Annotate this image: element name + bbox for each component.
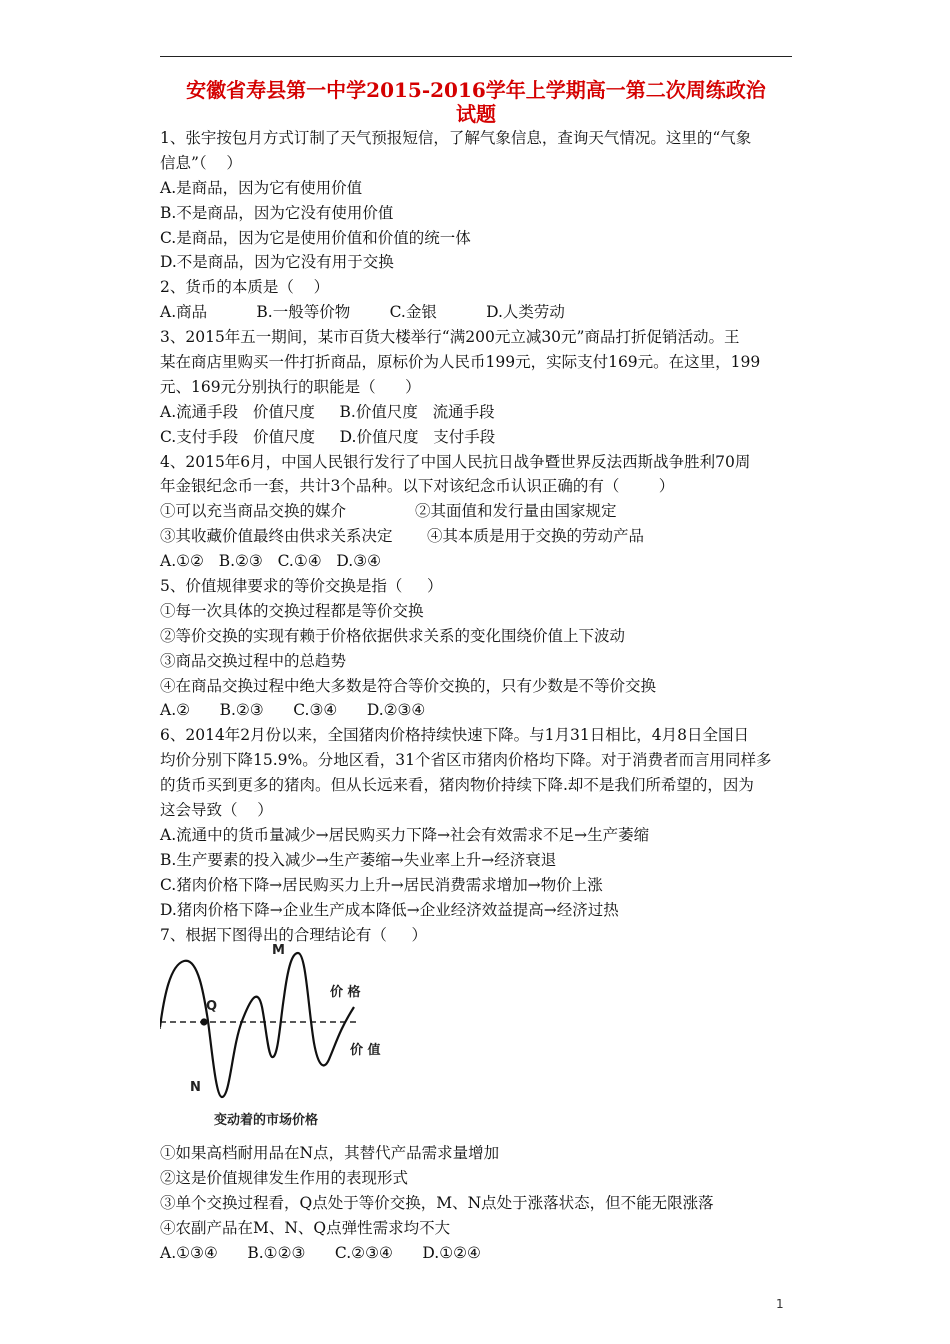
text-line: ①如果高档耐用品在N点，其替代产品需求量增加	[160, 1144, 500, 1163]
text-line: 信息”（ ）	[160, 153, 242, 172]
text-line: 元、169元分别执行的职能是（ ）	[160, 377, 421, 396]
price-curve-label: 价 格	[330, 985, 361, 1001]
text-line: 7、根据下图得出的合理结论有（ ）	[160, 925, 427, 944]
page-title-line-2: 试题	[456, 102, 496, 126]
point-q-marker	[200, 1019, 207, 1026]
text-line: A.② B.②③ C.③④ D.②③④	[160, 701, 426, 720]
text-line: 3、2015年五一期间，某市百货大楼举行“满200元立减30元”商品打折促销活动。王	[160, 328, 740, 347]
questions-1-to-7	[160, 126, 792, 947]
text-line: ①每一次具体的交换过程都是等价交换	[160, 601, 424, 620]
text-line: B.生产要素的投入减少→生产萎缩→失业率上升→经济衰退	[160, 850, 557, 869]
text-line: ③其收藏价值最终由供求关系决定 ④其本质是用于交换的劳动产品	[160, 527, 644, 546]
text-line: 4、2015年6月，中国人民银行发行了中国人民抗日战争暨世界反法西斯战争胜利70周	[160, 452, 751, 471]
text-line: C.猪肉价格下降→居民购买力上升→居民消费需求增加→物价上涨	[160, 875, 603, 894]
question-content	[160, 126, 792, 1266]
point-n-label: N	[190, 1080, 201, 1096]
top-rule	[160, 56, 792, 57]
page-title-line-1: 安徽省寿县第一中学2015-2016学年上学期高一第二次周练政治	[186, 78, 766, 102]
question-7-options	[160, 1141, 792, 1265]
text-line: 均价分别下降15.9%。分地区看，31个省区市猪肉价格均下降。对于消费者而言用同样多	[160, 751, 772, 770]
market-price-figure	[160, 943, 792, 1141]
text-line: B.不是商品，因为它没有使用价值	[160, 203, 394, 222]
point-q-label: Q	[206, 999, 218, 1015]
text-line: A.流通手段 价值尺度 B.价值尺度 流通手段	[160, 402, 495, 421]
page-number: 1	[776, 1297, 784, 1311]
figure-caption: 变动着的市场价格	[214, 1113, 319, 1129]
text-line: 某在商店里购买一件打折商品，原标价为人民币199元，实际支付169元。在这里，199	[160, 353, 761, 372]
text-line: A.①③④ B.①②③ C.②③④ D.①②④	[160, 1243, 481, 1262]
text-line: 1、张宇按包月方式订制了天气预报短信，了解气象信息，查询天气情况。这里的“气象	[160, 129, 752, 147]
text-line: ②等价交换的实现有赖于价格依据供求关系的变化围绕价值上下波动	[160, 626, 626, 645]
text-line: 这会导致（ ）	[160, 801, 273, 820]
text-line: 2、货币的本质是（ ）	[160, 278, 330, 297]
text-line: A.商品 B.一般等价物 C.金银 D.人类劳动	[160, 303, 565, 322]
text-line: 的货币买到更多的猪肉。但从长远来看，猪肉物价持续下降.却不是我们所希望的，因为	[160, 776, 754, 795]
text-line: A.流通中的货币量减少→居民购买力下降→社会有效需求不足→生产萎缩	[160, 825, 650, 844]
value-line-label: 价 值	[350, 1043, 381, 1059]
text-line: ②这是价值规律发生作用的表现形式	[160, 1169, 409, 1188]
text-line: 6、2014年2月份以来，全国猪肉价格持续快速下降。与1月31日相比，4月8日全国日	[160, 726, 749, 745]
text-line: ④在商品交换过程中绝大多数是符合等价交换的，只有少数是不等价交换	[160, 676, 657, 695]
text-line: A.①② B.②③ C.①④ D.③④	[160, 552, 381, 571]
text-line: D.不是商品，因为它没有用于交换	[160, 253, 394, 272]
text-line: C.支付手段 价值尺度 D.价值尺度 支付手段	[160, 427, 496, 446]
text-line: A.是商品，因为它有使用价值	[160, 178, 363, 197]
text-line: 5、价值规律要求的等价交换是指（ ）	[160, 577, 443, 596]
text-line: ④农副产品在M、N、Q点弹性需求均不大	[160, 1219, 451, 1238]
price-wave-curve	[160, 953, 354, 1097]
text-line: ①可以充当商品交换的媒介 ②其面值和发行量由国家规定	[160, 502, 617, 521]
text-line: C.是商品，因为它是使用价值和价值的统一体	[160, 228, 471, 247]
text-line: ③单个交换过程看，Q点处于等价交换，M、N点处于涨落状态，但不能无限涨落	[160, 1194, 714, 1213]
text-line: ③商品交换过程中的总趋势	[160, 651, 347, 670]
point-m-label: M	[272, 943, 285, 959]
text-line: 年金银纪念币一套，共计3个品种。以下对该纪念币认识正确的有（ ）	[160, 477, 675, 496]
text-line: D.猪肉价格下降→企业生产成本降低→企业经济效益提高→经济过热	[160, 900, 619, 919]
